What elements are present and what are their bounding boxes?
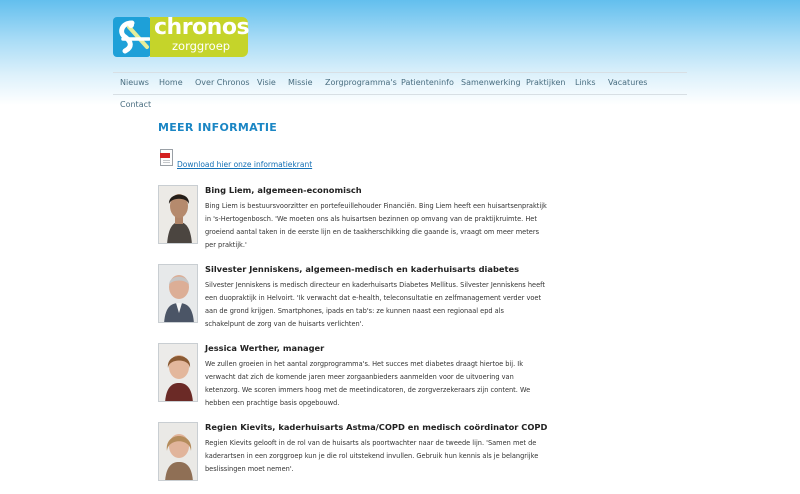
person-bio-line: per praktijk.' bbox=[205, 241, 247, 249]
person-bio bbox=[205, 200, 560, 252]
pdf-icon[interactable] bbox=[160, 149, 173, 166]
person-bio-line: een duopraktijk in Helvoirt. 'Ik verwacht dat e-health, teleconsultatie en zelfmanagement verder voet bbox=[205, 294, 542, 302]
person-photo bbox=[158, 422, 198, 481]
page-title: MEER INFORMATIE bbox=[158, 121, 278, 134]
person-bio-line: Bing Liem is bestuursvoorzitter en portefeuillehouder Financiën. Bing Liem heeft een huisartsenpraktijk bbox=[205, 202, 547, 210]
person-bio-line: Regien Kievits gelooft in de rol van de huisarts als poortwachter naar de tweede lijn. 'Samen met de bbox=[205, 439, 537, 447]
person-bio bbox=[205, 437, 560, 476]
nav-item-over-chronos[interactable]: Over Chronos bbox=[195, 78, 250, 87]
caduceus-icon bbox=[113, 17, 151, 57]
person-bio bbox=[205, 358, 560, 410]
person-bio-line: Silvester Jenniskens is medisch directeur en kaderhuisarts Diabetes Mellitus. Silvester Jenniskens heeft bbox=[205, 281, 545, 289]
person-photo bbox=[158, 185, 198, 244]
person-bio bbox=[205, 279, 560, 331]
person-photo bbox=[158, 264, 198, 323]
person-bio-line: kaderartsen in een zorggroep kun je die rol uitstekend invullen. Gebruik hun kennis als je belangrijke bbox=[205, 452, 539, 460]
nav-item-contact[interactable]: Contact bbox=[120, 100, 152, 109]
person-name: Bing Liem, algemeen-economisch bbox=[205, 185, 362, 195]
person-name: Jessica Werther, manager bbox=[205, 343, 325, 353]
nav-item-zorgprogrammas[interactable]: Zorgprogramma's bbox=[325, 78, 397, 87]
person-bio-line: beslissingen moet nemen'. bbox=[205, 465, 294, 473]
nav-item-vacatures[interactable]: Vacatures bbox=[608, 78, 648, 87]
person-bio-line: groeiend aantal taken in de eerste lijn en de taakherschikking die gaande is, vraagt om meer meters bbox=[205, 228, 540, 236]
person-bio-line: schakelpunt de zorg van de huisarts verlichten'. bbox=[205, 320, 364, 328]
nav-item-praktijken[interactable]: Praktijken bbox=[526, 78, 566, 87]
nav-item-visie[interactable]: Visie bbox=[257, 78, 276, 87]
person-bio-line: hebben een prachtige basis opgebouwd. bbox=[205, 399, 340, 407]
person-bio-line: We zullen groeien in het aantal zorgprogramma's. Het succes met diabetes draagt hiertoe bij. Ik bbox=[205, 360, 524, 368]
main-navigation bbox=[113, 72, 687, 116]
person-name: Regien Kievits, kaderhuisarts Astma/COPD en medisch coördinator COPD bbox=[205, 422, 548, 432]
nav-row-2 bbox=[113, 95, 687, 116]
person-photo bbox=[158, 343, 198, 402]
logo-name: chronos bbox=[154, 15, 250, 40]
person-bio-line: verwacht dat zich de komende jaren meer zorgaanbieders aanmelden voor de uitvoering van bbox=[205, 373, 514, 381]
nav-item-links[interactable]: Links bbox=[575, 78, 596, 87]
person-bio-line: aan de grond krijgen. Smartphones, ipads en tab's: ze kunnen naast een regionaal epd als bbox=[205, 307, 504, 315]
nav-item-patienteninfo[interactable]: Patienteninfo bbox=[401, 78, 454, 87]
download-informatiekrant-link[interactable]: Download hier onze informatiekrant bbox=[177, 160, 313, 169]
nav-item-missie[interactable]: Missie bbox=[288, 78, 313, 87]
logo-wordmark bbox=[150, 17, 248, 57]
nav-item-nieuws[interactable]: Nieuws bbox=[120, 78, 149, 87]
nav-row-1 bbox=[113, 73, 687, 95]
logo-subtitle: zorggroep bbox=[172, 39, 231, 53]
nav-item-home[interactable]: Home bbox=[159, 78, 183, 87]
person-bio-line: in 's-Hertogenbosch. 'We moeten ons als huisartsen bezinnen op omvang van de praktijkruimte. Het bbox=[205, 215, 537, 223]
nav-item-samenwerking[interactable]: Samenwerking bbox=[461, 78, 521, 87]
person-bio-line: ketenzorg. We scoren immers hoog met de meetindicatoren, de zorgverzekeraars zijn content. We bbox=[205, 386, 531, 394]
chronos-logo[interactable] bbox=[113, 17, 248, 57]
person-name: Silvester Jenniskens, algemeen-medisch en kaderhuisarts diabetes bbox=[205, 264, 520, 274]
